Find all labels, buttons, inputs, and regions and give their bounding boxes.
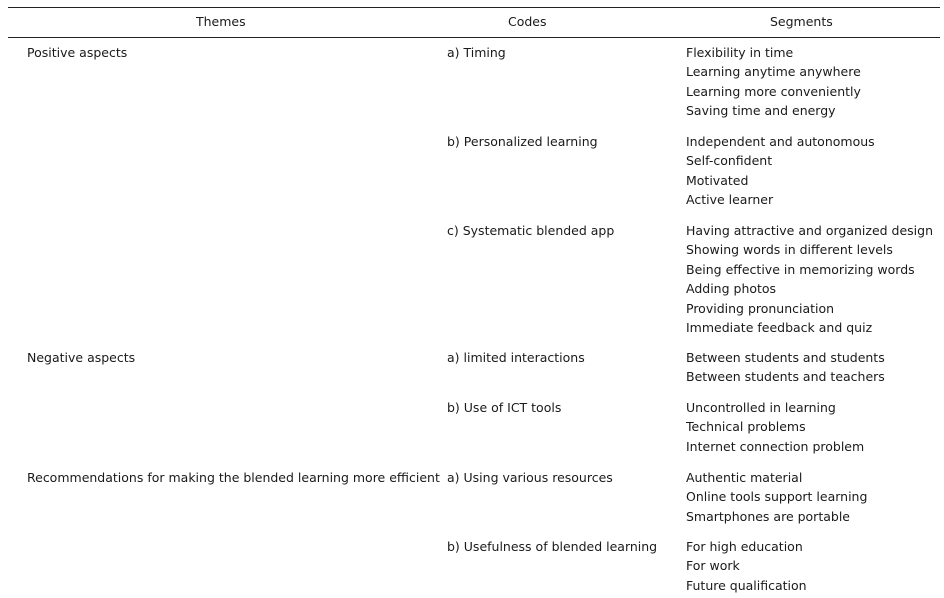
segment-item: Smartphones are portable (686, 508, 850, 524)
segment-item: Learning more conveniently (686, 83, 861, 99)
code-personalized-learning: b) Personalized learning (447, 134, 598, 149)
segment-item: Having attractive and organized design (686, 223, 934, 238)
segment-item: Learning anytime anywhere (686, 64, 861, 80)
segment-item: Saving time and energy (686, 103, 836, 119)
segment-item: Online tools support learning (686, 489, 868, 505)
theme-negative-aspects: Negative aspects (27, 350, 136, 365)
segment-item: Motivated (686, 172, 749, 188)
theme-positive-aspects: Positive aspects (27, 45, 128, 60)
header-codes: Codes (508, 14, 547, 29)
code-systematic-blended-app: c) Systematic blended app (447, 223, 615, 238)
segment-item: Adding photos (686, 281, 777, 297)
segment-item: Future qualification (686, 577, 807, 593)
segment-item: Authentic material (686, 470, 803, 485)
segments-limited-interactions (686, 348, 885, 387)
segment-item: Immediate feedback and quiz (686, 320, 873, 336)
segment-item: Being effective in memorizing words (686, 261, 915, 277)
header-segments: Segments (770, 14, 833, 29)
segments-personalized-learning (686, 132, 875, 210)
segments-timing (686, 43, 861, 121)
segment-item: For work (686, 558, 740, 574)
code-using-various-resources: a) Using various resources (447, 470, 613, 485)
table-top-rule (8, 7, 940, 8)
segment-item: Self-confident (686, 153, 773, 169)
segment-item: Between students and teachers (686, 369, 885, 385)
header-themes: Themes (196, 14, 246, 29)
code-limited-interactions: a) limited interactions (447, 350, 585, 365)
code-use-of-ict-tools: b) Use of ICT tools (447, 400, 562, 415)
segment-item: Independent and autonomous (686, 134, 875, 149)
segment-item: Technical problems (686, 419, 806, 435)
theme-recommendations: Recommendations for making the blended learning more efficient (27, 470, 440, 485)
table-header-rule (8, 37, 940, 38)
segment-item: Uncontrolled in learning (686, 400, 836, 415)
segments-use-of-ict-tools (686, 398, 864, 456)
segments-using-various-resources (686, 468, 867, 526)
segment-item: Providing pronunciation (686, 300, 835, 316)
segments-usefulness-of-blended-learning (686, 537, 807, 595)
segment-item: Between students and students (686, 350, 885, 365)
code-timing: a) Timing (447, 45, 506, 60)
segment-item: For high education (686, 539, 803, 554)
segment-item: Active learner (686, 192, 774, 208)
segment-item: Showing words in different levels (686, 242, 893, 258)
segment-item: Internet connection problem (686, 438, 865, 454)
code-usefulness-of-blended-learning: b) Usefulness of blended learning (447, 539, 658, 554)
segment-item: Flexibility in time (686, 45, 794, 60)
segments-systematic-blended-app (686, 221, 933, 337)
